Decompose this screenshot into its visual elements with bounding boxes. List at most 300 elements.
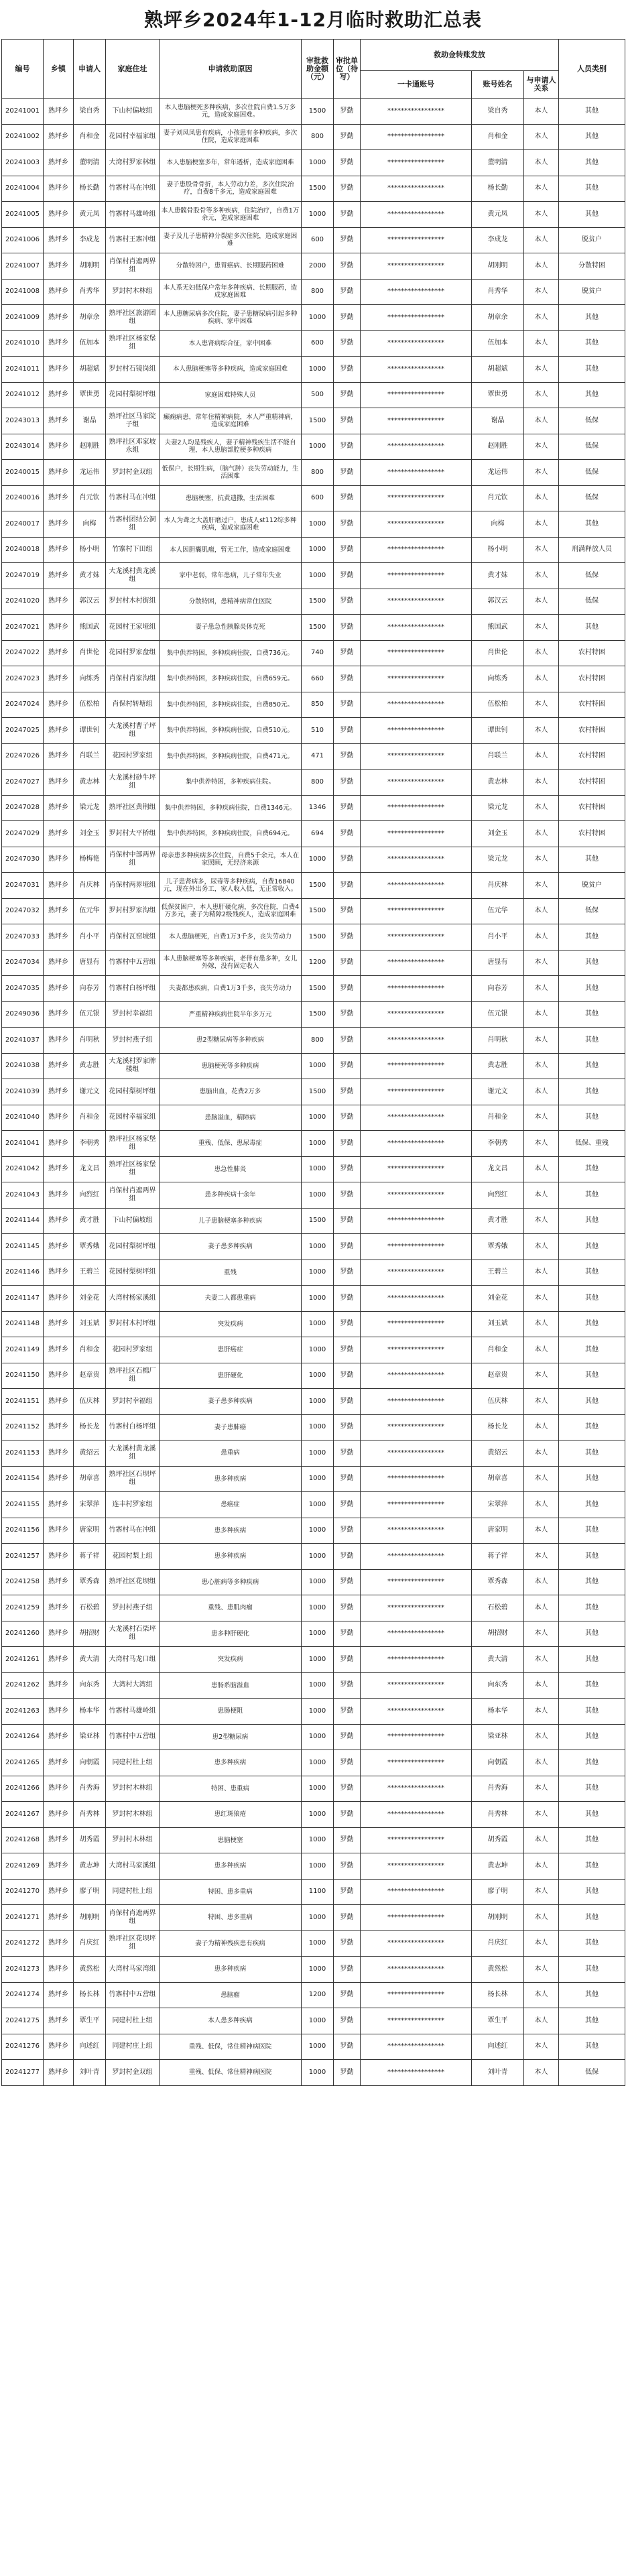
cell-relation: 本人 — [524, 1957, 559, 1983]
cell-category: 其他 — [559, 124, 625, 150]
cell-holder: 谢晶 — [472, 408, 524, 434]
table-row — [2, 1156, 625, 1182]
cell-relation: 本人 — [524, 1569, 559, 1595]
table-row — [2, 1079, 625, 1105]
header-payment-group: 救助金转账发放 — [361, 40, 559, 71]
cell-unit: 罗勤 — [334, 1466, 361, 1492]
cell-reason: 集中供养特困，多种疾病住院，自费850元。 — [160, 692, 302, 718]
cell-amount: 1346 — [302, 795, 334, 821]
cell-relation: 本人 — [524, 1776, 559, 1802]
cell-unit: 罗勤 — [334, 1208, 361, 1234]
header-holder: 账号姓名 — [472, 71, 524, 99]
cell-category: 低保 — [559, 434, 625, 460]
cell-amount: 1000 — [302, 1053, 334, 1079]
table-row — [2, 1776, 625, 1802]
cell-address: 花园村罗家盘组 — [106, 640, 160, 666]
cell-relation: 本人 — [524, 2034, 559, 2060]
cell-amount: 600 — [302, 330, 334, 357]
cell-address: 熟坪社区杨家堡组 — [106, 1131, 160, 1157]
cell-holder: 杨长勤 — [472, 176, 524, 202]
cell-reason: 患多种疾病 — [160, 1853, 302, 1880]
table-row — [2, 976, 625, 1002]
cell-category: 其他 — [559, 1750, 625, 1776]
cell-reason: 妻子刘凤凤患有疾病，小孩患有多种疾病，多次住院，造成家庭困难 — [160, 124, 302, 150]
table-row — [2, 1260, 625, 1286]
cell-card: ***************** — [361, 1905, 472, 1931]
cell-relation: 本人 — [524, 2060, 559, 2086]
cell-unit: 罗勤 — [334, 1001, 361, 1028]
cell-town: 熟坪乡 — [44, 1569, 74, 1595]
cell-holder: 王碧兰 — [472, 1260, 524, 1286]
cell-address: 罗封村燕子组 — [106, 1028, 160, 1054]
cell-reason: 特困、患多重病 — [160, 1879, 302, 1905]
cell-card: ***************** — [361, 976, 472, 1002]
cell-address: 花园村梨树坪组 — [106, 382, 160, 408]
cell-holder: 刘金玉 — [472, 821, 524, 847]
table-row — [2, 1001, 625, 1028]
cell-holder: 赵刚胜 — [472, 434, 524, 460]
cell-applicant: 胡超斌 — [74, 357, 106, 383]
cell-amount: 1000 — [302, 202, 334, 228]
table-row — [2, 1518, 625, 1544]
cell-unit: 罗勤 — [334, 1363, 361, 1389]
cell-reason: 夫妻都患疾病，自费1万3千多，丧失劳动力 — [160, 976, 302, 1002]
cell-amount: 1000 — [302, 1595, 334, 1621]
table-row — [2, 821, 625, 847]
cell-amount: 1000 — [302, 1492, 334, 1518]
cell-town: 熟坪乡 — [44, 434, 74, 460]
header-applicant: 申请人 — [74, 40, 106, 99]
cell-holder: 肖庆林 — [472, 873, 524, 899]
table-row — [2, 873, 625, 899]
cell-no: 20241275 — [2, 2008, 44, 2034]
cell-unit: 罗勤 — [334, 821, 361, 847]
table-row — [2, 1053, 625, 1079]
cell-reason: 本人患脑梗塞等多种疾病，造成家庭困难 — [160, 357, 302, 383]
cell-unit: 罗勤 — [334, 847, 361, 873]
cell-unit: 罗勤 — [334, 279, 361, 305]
cell-unit: 罗勤 — [334, 227, 361, 253]
cell-applicant: 梁亚林 — [74, 1724, 106, 1750]
cell-category: 低保 — [559, 460, 625, 486]
cell-holder: 梁自秀 — [472, 99, 524, 125]
cell-category: 农村特困 — [559, 795, 625, 821]
cell-card: ***************** — [361, 873, 472, 899]
cell-relation: 本人 — [524, 1311, 559, 1337]
cell-amount: 1000 — [302, 1699, 334, 1725]
cell-category: 其他 — [559, 1802, 625, 1828]
table-row — [2, 485, 625, 511]
cell-relation: 本人 — [524, 1363, 559, 1389]
cell-amount: 1000 — [302, 1311, 334, 1337]
cell-amount: 1500 — [302, 924, 334, 950]
cell-amount: 1000 — [302, 434, 334, 460]
cell-amount: 694 — [302, 821, 334, 847]
cell-holder: 向春芳 — [472, 976, 524, 1002]
cell-amount: 1000 — [302, 150, 334, 176]
cell-applicant: 熊国武 — [74, 615, 106, 641]
cell-relation: 本人 — [524, 795, 559, 821]
cell-category: 其他 — [559, 1311, 625, 1337]
cell-amount: 1000 — [302, 1827, 334, 1853]
cell-reason: 低保贫困户，本人患肝硬化病，多次住院，自费4万多元，妻子为精障2级残疾人，造成家庭困难 — [160, 898, 302, 924]
cell-no: 20241150 — [2, 1363, 44, 1389]
cell-no: 20241040 — [2, 1105, 44, 1131]
cell-relation: 本人 — [524, 589, 559, 615]
table-row — [2, 1105, 625, 1131]
cell-applicant: 龙文昌 — [74, 1156, 106, 1182]
cell-address: 花园村王家垭组 — [106, 615, 160, 641]
cell-amount: 1000 — [302, 563, 334, 589]
cell-holder: 石松碧 — [472, 1595, 524, 1621]
cell-address: 竹寨村下田组 — [106, 537, 160, 563]
cell-reason: 妻子患急性胰腺炎休克死 — [160, 615, 302, 641]
cell-relation: 本人 — [524, 511, 559, 538]
cell-category: 其他 — [559, 1208, 625, 1234]
cell-unit: 罗勤 — [334, 924, 361, 950]
cell-reason: 夫妻2人均是残疾人，妻子精神残疾生活不能自理，本人患脑部腔梗多种疾病 — [160, 434, 302, 460]
cell-amount: 740 — [302, 640, 334, 666]
cell-reason: 患肝癌症 — [160, 1337, 302, 1363]
cell-holder: 向烈红 — [472, 1182, 524, 1209]
cell-address: 竹寨村马在冲组 — [106, 1518, 160, 1544]
cell-amount: 1500 — [302, 898, 334, 924]
cell-reason: 患多种肝硬化 — [160, 1621, 302, 1647]
cell-applicant: 向朝霞 — [74, 1750, 106, 1776]
cell-town: 熟坪乡 — [44, 1466, 74, 1492]
cell-category: 其他 — [559, 847, 625, 873]
cell-town: 熟坪乡 — [44, 511, 74, 538]
cell-town: 熟坪乡 — [44, 821, 74, 847]
cell-amount: 1000 — [302, 511, 334, 538]
cell-unit: 罗勤 — [334, 770, 361, 796]
cell-amount: 1000 — [302, 1802, 334, 1828]
cell-relation: 本人 — [524, 1182, 559, 1209]
cell-card: ***************** — [361, 1724, 472, 1750]
table-row — [2, 1182, 625, 1209]
cell-unit: 罗勤 — [334, 1724, 361, 1750]
cell-card: ***************** — [361, 743, 472, 770]
cell-holder: 刘金花 — [472, 1286, 524, 1312]
cell-town: 熟坪乡 — [44, 2060, 74, 2086]
cell-category: 其他 — [559, 305, 625, 331]
cell-relation: 本人 — [524, 976, 559, 1002]
cell-category: 其他 — [559, 1414, 625, 1440]
table-row — [2, 1234, 625, 1260]
cell-relation: 本人 — [524, 1156, 559, 1182]
cell-unit: 罗勤 — [334, 1595, 361, 1621]
cell-town: 熟坪乡 — [44, 1311, 74, 1337]
cell-category: 低保 — [559, 2060, 625, 2086]
cell-holder: 肖秀林 — [472, 1802, 524, 1828]
cell-town: 熟坪乡 — [44, 1776, 74, 1802]
cell-applicant: 龙运伟 — [74, 460, 106, 486]
table-row — [2, 460, 625, 486]
cell-amount: 800 — [302, 770, 334, 796]
cell-applicant: 肖秀海 — [74, 1776, 106, 1802]
cell-town: 熟坪乡 — [44, 330, 74, 357]
cell-relation: 本人 — [524, 408, 559, 434]
cell-card: ***************** — [361, 1260, 472, 1286]
cell-unit: 罗勤 — [334, 1105, 361, 1131]
cell-holder: 肖和金 — [472, 1105, 524, 1131]
cell-holder: 黄绍云 — [472, 1440, 524, 1467]
cell-applicant: 谢元文 — [74, 1079, 106, 1105]
cell-reason: 儿子患肾病多，尿毒等多种疾病，自费16840元，现在外出务工，家人收入低，无正常收入。 — [160, 873, 302, 899]
cell-town: 熟坪乡 — [44, 1234, 74, 1260]
cell-unit: 罗勤 — [334, 898, 361, 924]
cell-category: 其他 — [559, 1647, 625, 1673]
cell-reason: 重残、低保、患尿毒症 — [160, 1131, 302, 1157]
cell-address: 竹寨村马雄岭组 — [106, 1699, 160, 1725]
cell-relation: 本人 — [524, 279, 559, 305]
cell-holder: 覃生平 — [472, 2008, 524, 2034]
cell-applicant: 刘玉斌 — [74, 1311, 106, 1337]
cell-applicant: 唐家明 — [74, 1518, 106, 1544]
cell-amount: 1500 — [302, 589, 334, 615]
cell-amount: 600 — [302, 227, 334, 253]
cell-card: ***************** — [361, 666, 472, 692]
cell-relation: 本人 — [524, 202, 559, 228]
cell-amount: 1000 — [302, 1647, 334, 1673]
table-row — [2, 1440, 625, 1467]
cell-unit: 罗勤 — [334, 253, 361, 280]
cell-amount: 800 — [302, 279, 334, 305]
cell-reason: 患多种疾病 — [160, 1544, 302, 1570]
cell-card: ***************** — [361, 1028, 472, 1054]
cell-unit: 罗勤 — [334, 124, 361, 150]
cell-amount: 1000 — [302, 1544, 334, 1570]
cell-card: ***************** — [361, 795, 472, 821]
table-row — [2, 770, 625, 796]
cell-holder: 刘叶青 — [472, 2060, 524, 2086]
cell-holder: 胡超斌 — [472, 357, 524, 383]
cell-category: 其他 — [559, 1028, 625, 1054]
cell-reason: 癫痫病患，常年住精神病院，本人严重精神病，造成家庭困难 — [160, 408, 302, 434]
cell-no: 20241155 — [2, 1492, 44, 1518]
cell-holder: 胡秀霞 — [472, 1827, 524, 1853]
cell-no: 20241262 — [2, 1672, 44, 1699]
cell-amount: 800 — [302, 1028, 334, 1054]
cell-holder: 肖联兰 — [472, 743, 524, 770]
table-row — [2, 305, 625, 331]
table-row — [2, 1827, 625, 1853]
cell-no: 20247032 — [2, 898, 44, 924]
cell-town: 熟坪乡 — [44, 150, 74, 176]
cell-amount: 1000 — [302, 1440, 334, 1467]
cell-town: 熟坪乡 — [44, 950, 74, 976]
cell-card: ***************** — [361, 821, 472, 847]
cell-address: 下山村偏坡组 — [106, 99, 160, 125]
cell-holder: 肖世伦 — [472, 640, 524, 666]
cell-reason: 患脑梗塞，抗黄遗撒，生活困难 — [160, 485, 302, 511]
table-row — [2, 640, 625, 666]
cell-address: 大湾村杨家溪组 — [106, 1286, 160, 1312]
cell-town: 熟坪乡 — [44, 1389, 74, 1415]
cell-relation: 本人 — [524, 743, 559, 770]
cell-address: 同建村杜上组 — [106, 1879, 160, 1905]
cell-reason: 本人患脑梗死，自费1万3千多，丧失劳动力 — [160, 924, 302, 950]
cell-category: 农村特困 — [559, 770, 625, 796]
cell-address: 同建村杜上组 — [106, 1750, 160, 1776]
cell-relation: 本人 — [524, 1260, 559, 1286]
cell-address: 罗封村木林组 — [106, 279, 160, 305]
cell-unit: 罗勤 — [334, 1544, 361, 1570]
table-row — [2, 99, 625, 125]
cell-holder: 梁元龙 — [472, 847, 524, 873]
cell-category: 其他 — [559, 1518, 625, 1544]
cell-reason: 患多种疾病 — [160, 1750, 302, 1776]
cell-reason: 集中供养特困，多种疾病住院，自费471元。 — [160, 743, 302, 770]
cell-category: 其他 — [559, 1079, 625, 1105]
cell-unit: 罗勤 — [334, 176, 361, 202]
cell-address: 罗封村大平桥组 — [106, 821, 160, 847]
cell-card: ***************** — [361, 770, 472, 796]
cell-reason: 重残、低保，常住精神病医院 — [160, 2034, 302, 2060]
table-row — [2, 357, 625, 383]
cell-relation: 本人 — [524, 1234, 559, 1260]
cell-reason: 家中老弱，常年患病，儿子常年失业 — [160, 563, 302, 589]
cell-category: 其他 — [559, 1156, 625, 1182]
cell-no: 20247023 — [2, 666, 44, 692]
cell-unit: 罗勤 — [334, 1802, 361, 1828]
cell-category: 其他 — [559, 202, 625, 228]
cell-applicant: 覃生平 — [74, 2008, 106, 2034]
cell-unit: 罗勤 — [334, 1182, 361, 1209]
cell-no: 20241146 — [2, 1260, 44, 1286]
cell-holder: 肖和金 — [472, 1337, 524, 1363]
cell-address: 肖保村肖遮两界组 — [106, 253, 160, 280]
cell-no: 20241147 — [2, 1286, 44, 1312]
cell-category: 其他 — [559, 1879, 625, 1905]
cell-no: 20241009 — [2, 305, 44, 331]
cell-amount: 1000 — [302, 1518, 334, 1544]
cell-amount: 1000 — [302, 1182, 334, 1209]
cell-applicant: 杨本华 — [74, 1699, 106, 1725]
cell-unit: 罗勤 — [334, 1234, 361, 1260]
cell-unit: 罗勤 — [334, 1156, 361, 1182]
cell-reason: 集中供养特困，多种疾病住院，自费736元。 — [160, 640, 302, 666]
cell-address: 罗封村石镜岗组 — [106, 357, 160, 383]
cell-applicant: 覃世勇 — [74, 382, 106, 408]
cell-relation: 本人 — [524, 150, 559, 176]
header-relation: 与申请人关系 — [524, 71, 559, 99]
cell-no: 20241007 — [2, 253, 44, 280]
cell-reason: 本人患髋骨股骨等多种疾病，住院治疗，自费1万余元，造成家庭困难 — [160, 202, 302, 228]
cell-unit: 罗勤 — [334, 640, 361, 666]
cell-applicant: 梁自秀 — [74, 99, 106, 125]
table-row — [2, 1595, 625, 1621]
cell-no: 20243014 — [2, 434, 44, 460]
cell-applicant: 覃秀娥 — [74, 1234, 106, 1260]
cell-address: 肖保村中部两界组 — [106, 847, 160, 873]
cell-no: 20241152 — [2, 1414, 44, 1440]
cell-unit: 罗勤 — [334, 1053, 361, 1079]
cell-card: ***************** — [361, 1853, 472, 1880]
cell-reason: 特困、患多重病 — [160, 1905, 302, 1931]
cell-applicant: 胡刚明 — [74, 253, 106, 280]
cell-unit: 罗勤 — [334, 1879, 361, 1905]
cell-category: 其他 — [559, 382, 625, 408]
cell-address: 肖保村肖遮两界组 — [106, 1905, 160, 1931]
cell-town: 熟坪乡 — [44, 124, 74, 150]
cell-town: 熟坪乡 — [44, 1699, 74, 1725]
cell-holder: 肖秀海 — [472, 1776, 524, 1802]
cell-address: 熟坪社区石坝坪组 — [106, 1466, 160, 1492]
cell-holder: 廖子明 — [472, 1879, 524, 1905]
cell-relation: 本人 — [524, 821, 559, 847]
cell-category: 其他 — [559, 330, 625, 357]
cell-no: 20241153 — [2, 1440, 44, 1467]
cell-address: 花园村罗家组 — [106, 1337, 160, 1363]
cell-town: 熟坪乡 — [44, 1647, 74, 1673]
cell-relation: 本人 — [524, 1518, 559, 1544]
cell-town: 熟坪乡 — [44, 718, 74, 744]
cell-card: ***************** — [361, 1569, 472, 1595]
cell-town: 熟坪乡 — [44, 382, 74, 408]
cell-category: 其他 — [559, 615, 625, 641]
cell-amount: 1200 — [302, 950, 334, 976]
cell-holder: 杨小明 — [472, 537, 524, 563]
cell-no: 20240015 — [2, 460, 44, 486]
cell-town: 熟坪乡 — [44, 408, 74, 434]
cell-card: ***************** — [361, 1699, 472, 1725]
cell-category: 农村特困 — [559, 743, 625, 770]
cell-address: 竹寨村马在冲组 — [106, 176, 160, 202]
table-row — [2, 1492, 625, 1518]
header-address: 家庭住址 — [106, 40, 160, 99]
cell-category: 其他 — [559, 1001, 625, 1028]
cell-town: 熟坪乡 — [44, 692, 74, 718]
cell-applicant: 肖明秋 — [74, 1028, 106, 1054]
cell-card: ***************** — [361, 718, 472, 744]
cell-relation: 本人 — [524, 1286, 559, 1312]
cell-reason: 患脑瘤 — [160, 1982, 302, 2008]
cell-reason: 患脑出血，花费2万多 — [160, 1079, 302, 1105]
cell-no: 20240018 — [2, 537, 44, 563]
cell-amount: 1500 — [302, 615, 334, 641]
cell-unit: 罗勤 — [334, 1286, 361, 1312]
relief-table — [1, 39, 625, 2086]
table-row — [2, 227, 625, 253]
cell-unit: 罗勤 — [334, 1079, 361, 1105]
cell-applicant: 伍加本 — [74, 330, 106, 357]
cell-town: 熟坪乡 — [44, 1930, 74, 1957]
cell-relation: 本人 — [524, 924, 559, 950]
cell-holder: 宋翠萍 — [472, 1492, 524, 1518]
cell-unit: 罗勤 — [334, 1414, 361, 1440]
cell-address: 竹寨村中五营组 — [106, 1724, 160, 1750]
cell-holder: 胡章余 — [472, 305, 524, 331]
cell-category: 分散特困 — [559, 253, 625, 280]
cell-holder: 梁亚林 — [472, 1724, 524, 1750]
cell-applicant: 胡章喜 — [74, 1466, 106, 1492]
cell-category: 低保 — [559, 485, 625, 511]
cell-applicant: 伍庆林 — [74, 1389, 106, 1415]
cell-holder: 黄大清 — [472, 1647, 524, 1673]
cell-town: 熟坪乡 — [44, 1595, 74, 1621]
cell-card: ***************** — [361, 1750, 472, 1776]
cell-relation: 本人 — [524, 950, 559, 976]
cell-address: 花园村幸福家组 — [106, 124, 160, 150]
cell-no: 20241037 — [2, 1028, 44, 1054]
cell-unit: 罗勤 — [334, 976, 361, 1002]
cell-no: 20241273 — [2, 1957, 44, 1983]
cell-address: 熟坪社区杨家堡组 — [106, 330, 160, 357]
cell-no: 20241145 — [2, 1234, 44, 1260]
cell-applicant: 黄大清 — [74, 1647, 106, 1673]
cell-applicant: 李成龙 — [74, 227, 106, 253]
